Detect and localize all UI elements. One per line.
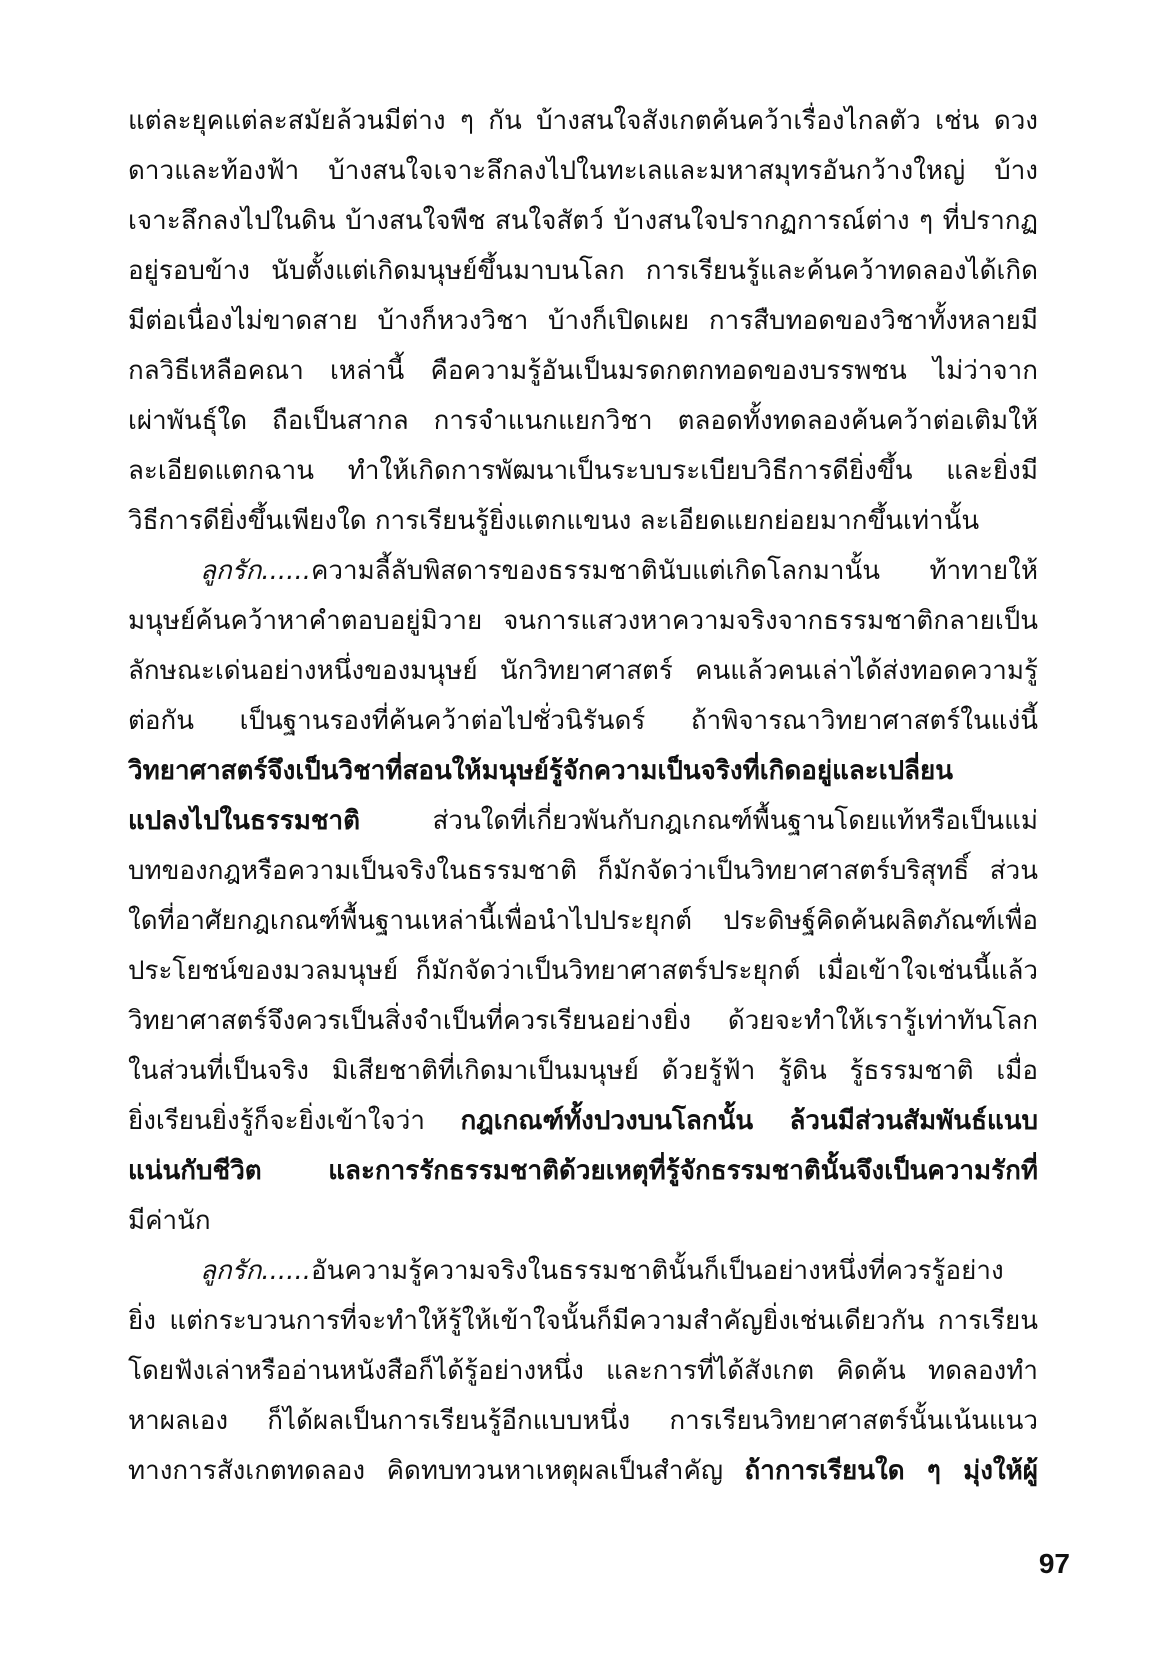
text-segment: มีต่อเนื่องไม่ขาดสาย บ้างก็หวงวิชา บ้างก็เปิดเผย การสืบทอดของวิชาทั้งหลายมี bbox=[128, 306, 1038, 336]
bold-text-segment: แปลงไปในธรรมชาติ bbox=[128, 806, 361, 836]
text-line bbox=[128, 1096, 1038, 1146]
text-segment: ดาวและท้องฟ้า บ้างสนใจเจาะลึกลงไปในทะเลและมหาสมุทรอันกว้างใหญ่ บ้าง bbox=[128, 156, 1038, 186]
page-number: 97 bbox=[1038, 1548, 1070, 1579]
text-line bbox=[128, 246, 1038, 296]
text-line bbox=[128, 446, 1038, 496]
text-line bbox=[128, 896, 1038, 946]
text-segment: หาผลเอง ก็ได้ผลเป็นการเรียนรู้อีกแบบหนึ่ง การเรียนวิทยาศาสตร์นั้นเน้นแนว bbox=[128, 1406, 1038, 1436]
text-line bbox=[128, 396, 1038, 446]
text-segment: เผ่าพันธุ์ใด ถือเป็นสากล การจำแนกแยกวิชา ตลอดทั้งทดลองค้นคว้าต่อเติมให้ bbox=[128, 406, 1038, 436]
text-segment: กลวิธีเหลือคณา เหล่านี้ คือความรู้อันเป็นมรดกตกทอดของบรรพชน ไม่ว่าจาก bbox=[128, 356, 1038, 386]
text-line bbox=[128, 946, 1038, 996]
text-segment: ละเอียดแตกฉาน ทำให้เกิดการพัฒนาเป็นระบบระเบียบวิธีการดียิ่งขึ้น และยิ่งมี bbox=[128, 456, 1038, 486]
text-segment: มนุษย์ค้นคว้าหาคำตอบอยู่มิวาย จนการแสวงหาความจริงจากธรรมชาติกลายเป็น bbox=[128, 606, 1038, 636]
text-line bbox=[128, 596, 1038, 646]
text-line bbox=[128, 996, 1038, 1046]
text-segment: บทของกฎหรือความเป็นจริงในธรรมชาติ ก็มักจัดว่าเป็นวิทยาศาสตร์บริสุทธิ์ ส่วน bbox=[128, 856, 1038, 886]
text-line bbox=[128, 1196, 1038, 1246]
text-segment: ใดที่อาศัยกฎเกณฑ์พื้นฐานเหล่านี้เพื่อนำไปประยุกต์ ประดิษฐ์คิดค้นผลิตภัณฑ์เพื่อ bbox=[128, 906, 1038, 936]
text-line bbox=[128, 846, 1038, 896]
text-line bbox=[128, 1246, 1038, 1296]
text-segment: ความลี้ลับพิสดารของธรรมชาตินับแต่เกิดโลกมานั้น ท้าทายให้ bbox=[310, 556, 1038, 586]
text-line bbox=[128, 196, 1038, 246]
text-segment: ยิ่ง แต่กระบวนการที่จะทำให้รู้ให้เข้าใจนั้นก็มีความสำคัญยิ่งเช่นเดียวกัน การเรียน bbox=[128, 1306, 1038, 1336]
text-line bbox=[128, 1346, 1038, 1396]
text-line bbox=[128, 1446, 1038, 1496]
text-line bbox=[128, 1046, 1038, 1096]
italic-text-segment: ลูกรัก...... bbox=[200, 1256, 311, 1286]
text-line bbox=[128, 296, 1038, 346]
text-line bbox=[128, 546, 1038, 596]
text-line bbox=[128, 646, 1038, 696]
text-segment: อยู่รอบข้าง นับตั้งแต่เกิดมนุษย์ขึ้นมาบนโลก การเรียนรู้และค้นคว้าทดลองได้เกิด bbox=[128, 256, 1038, 286]
text-line bbox=[128, 146, 1038, 196]
text-segment: วิทยาศาสตร์จึงควรเป็นสิ่งจำเป็นที่ควรเรียนอย่างยิ่ง ด้วยจะทำให้เรารู้เท่าทันโลก bbox=[128, 1006, 1038, 1036]
text-segment: ส่วนใดที่เกี่ยวพันกับกฎเกณฑ์พื้นฐานโดยแท้หรือเป็นแม่ bbox=[360, 806, 1038, 836]
text-line bbox=[128, 796, 1038, 846]
italic-text-segment: ลูกรัก...... bbox=[200, 556, 311, 586]
text-line bbox=[128, 1396, 1038, 1446]
bold-text-segment: วิทยาศาสตร์จึงเป็นวิชาที่สอนให้มนุษย์รู้จักความเป็นจริงที่เกิดอยู่และเปลี่ยน bbox=[128, 756, 954, 786]
text-line bbox=[128, 346, 1038, 396]
text-segment: ทางการสังเกตทดลอง คิดทบทวนหาเหตุผลเป็นสำคัญ bbox=[128, 1456, 745, 1486]
text-segment: ประโยชน์ของมวลมนุษย์ ก็มักจัดว่าเป็นวิทยาศาสตร์ประยุกต์ เมื่อเข้าใจเช่นนี้แล้ว bbox=[128, 956, 1038, 986]
text-segment: แต่ละยุคแต่ละสมัยล้วนมีต่าง ๆ กัน บ้างสนใจสังเกตค้นคว้าเรื่องไกลตัว เช่น ดวง bbox=[128, 106, 1038, 136]
text-segment: วิธีการดียิ่งขึ้นเพียงใด การเรียนรู้ยิ่งแตกแขนง ละเอียดแยกย่อยมากขึ้นเท่านั้น bbox=[128, 506, 980, 536]
text-line bbox=[128, 1146, 1038, 1196]
bold-text-segment: กฎเกณฑ์ทั้งปวงบนโลกนั้น ล้วนมีส่วนสัมพันธ์แนบ bbox=[460, 1106, 1038, 1136]
text-line bbox=[128, 696, 1038, 746]
text-line bbox=[128, 1296, 1038, 1346]
text-line bbox=[128, 746, 1038, 796]
text-segment: เจาะลึกลงไปในดิน บ้างสนใจพืช สนใจสัตว์ บ้างสนใจปรากฏการณ์ต่าง ๆ ที่ปรากฏ bbox=[128, 206, 1038, 236]
text-segment: มีค่านัก bbox=[128, 1206, 211, 1236]
text-segment: อันความรู้ความจริงในธรรมชาตินั้นก็เป็นอย่างหนึ่งที่ควรรู้อย่าง bbox=[310, 1256, 1004, 1286]
text-segment: โดยฟังเล่าหรืออ่านหนังสือก็ได้รู้อย่างหนึ่ง และการที่ได้สังเกต คิดค้น ทดลองทำ bbox=[128, 1356, 1038, 1386]
text-line bbox=[128, 496, 1038, 546]
text-line bbox=[128, 96, 1038, 146]
text-segment: ต่อกัน เป็นฐานรองที่ค้นคว้าต่อไปชั่วนิรันดร์ ถ้าพิจารณาวิทยาศาสตร์ในแง่นี้ bbox=[128, 706, 1038, 736]
bold-text-segment: ถ้าการเรียนใด ๆ มุ่งให้ผู้ bbox=[744, 1456, 1038, 1486]
bold-text-segment: แน่นกับชีวิต และการรักธรรมชาติด้วยเหตุที่รู้จักธรรมชาตินั้นจึงเป็นความรักที่ bbox=[128, 1156, 1038, 1186]
text-segment: ในส่วนที่เป็นจริง มิเสียชาติที่เกิดมาเป็นมนุษย์ ด้วยรู้ฟ้า รู้ดิน รู้ธรรมชาติ เมื่อ bbox=[128, 1056, 1038, 1086]
body-text bbox=[128, 96, 1038, 1496]
text-segment: ยิ่งเรียนยิ่งรู้ก็จะยิ่งเข้าใจว่า bbox=[128, 1106, 461, 1136]
text-segment: ลักษณะเด่นอย่างหนึ่งของมนุษย์ นักวิทยาศาสตร์ คนแล้วคนเล่าได้ส่งทอดความรู้ bbox=[128, 656, 1038, 686]
